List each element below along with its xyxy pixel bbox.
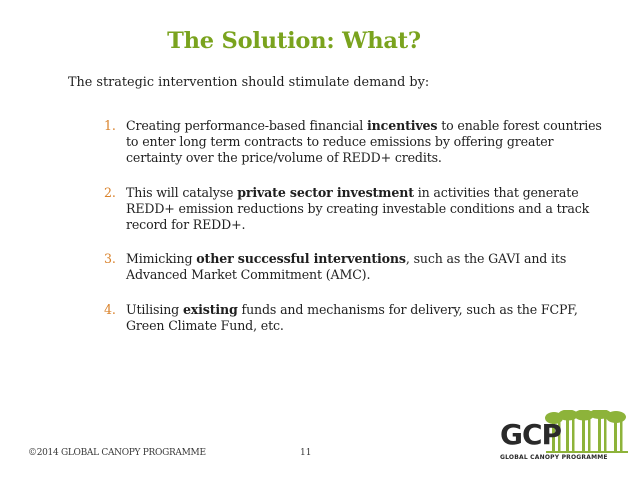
item-text: , such as the GAVI and its Advanced Market Commitment (AMC). (126, 251, 567, 283)
list-number: 2. (104, 184, 116, 200)
list-item (104, 251, 604, 283)
list-item (104, 118, 604, 167)
intervention-list (104, 118, 604, 334)
item-text: Utilising (126, 301, 183, 317)
gcp-logo (500, 410, 630, 472)
logo-abbreviation: GCP (500, 418, 562, 451)
item-text: in activities that generate REDD+ emission reductions by creating investable conditions and a track record for REDD+. (126, 184, 590, 233)
item-text: Creating performance-based financial (126, 118, 368, 133)
footer-copyright: ©2014 GLOBAL CANOPY PROGRAMME (28, 448, 206, 458)
list-number: 1. (104, 118, 116, 133)
item-text: This will catalyse (126, 184, 238, 200)
page-number: 11 (300, 448, 312, 458)
intro-text: The strategic intervention should stimulate demand by: (68, 75, 430, 90)
item-emphasis: existing (182, 301, 238, 317)
item-emphasis: other successful interventions (196, 251, 406, 267)
item-emphasis: incentives (367, 118, 438, 133)
item-text: funds and mechanisms for delivery, such as the FCPF, Green Climate Fund, etc. (126, 301, 578, 333)
item-text: Mimicking (126, 251, 197, 267)
logo-full-name: GLOBAL CANOPY PROGRAMME (500, 454, 608, 461)
list-item (104, 185, 604, 234)
item-text: to enable forest countries to enter long term contracts to reduce emissions by offering greater certainty over the price/volume of REDD+ credits. (126, 118, 602, 166)
list-number: 4. (104, 301, 116, 317)
list-number: 3. (104, 251, 116, 267)
slide-title: The Solution: What? (167, 28, 421, 54)
list-item (104, 302, 604, 334)
item-emphasis: private sector investment (237, 184, 414, 200)
